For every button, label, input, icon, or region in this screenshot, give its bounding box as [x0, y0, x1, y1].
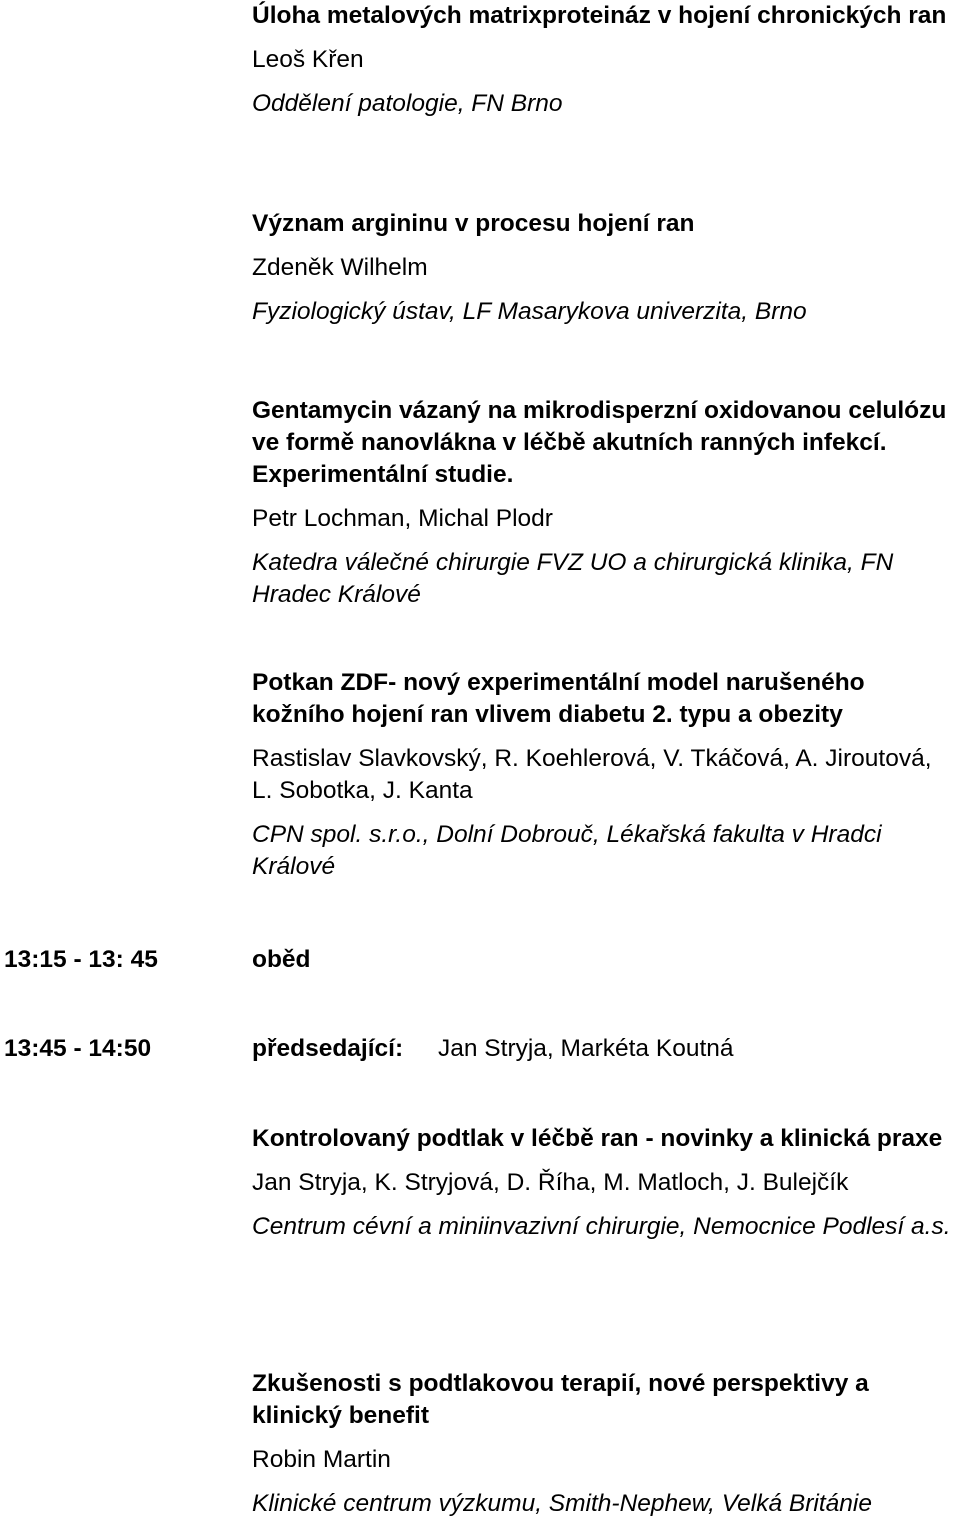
session-item-2	[252, 1368, 958, 1520]
talk-title: Význam argininu v procesu hojení ran	[252, 210, 695, 237]
talk-affiliation: Oddělení patologie, FN Brno	[252, 90, 563, 117]
talk-authors: Petr Lochman, Michal Plodr	[252, 505, 553, 532]
talk-affiliation: Fyziologický ústav, LF Masarykova univerzita, Brno	[252, 298, 807, 325]
talk-title: Potkan ZDF- nový experimentální model narušeného kožního hojení ran vlivem diabetu 2. typu a obezity	[252, 669, 865, 728]
talk-authors: Rastislav Slavkovský, R. Koehlerová, V. Tkáčová, A. Jiroutová, L. Sobotka, J. Kanta	[252, 745, 932, 804]
program-item-4	[252, 667, 958, 883]
talk-affiliation: Centrum cévní a miniinvazivní chirurgie, Nemocnice Podlesí a.s.	[252, 1213, 951, 1240]
talk-authors: Zdeněk Wilhelm	[252, 254, 428, 281]
chair-label: předsedající:	[252, 1035, 404, 1062]
talk-authors: Robin Martin	[252, 1446, 391, 1473]
session-time: 13:45 - 14:50	[4, 1035, 152, 1062]
talk-affiliation: Katedra válečné chirurgie FVZ UO a chirurgická klinika, FN Hradec Králové	[252, 549, 894, 608]
talk-authors: Jan Stryja, K. Stryjová, D. Říha, M. Matloch, J. Bulejčík	[252, 1169, 849, 1196]
chair-names: Jan Stryja, Markéta Koutná	[438, 1035, 734, 1062]
lunch-time: 13:15 - 13: 45	[4, 946, 158, 973]
talk-title: Gentamycin vázaný na mikrodisperzní oxidovanou celulózu ve formě nanovlákna v léčbě akutních ranných infekcí. Experimentální studie.	[252, 397, 947, 488]
talk-title: Úloha metalových matrixproteináz v hojení chronických ran	[252, 2, 947, 29]
session-item-1	[252, 1123, 958, 1243]
talk-affiliation: Klinické centrum výzkumu, Smith-Nephew, Velká Británie	[252, 1490, 873, 1517]
talk-authors: Leoš Křen	[252, 46, 364, 73]
program-item-2	[252, 208, 958, 328]
talk-affiliation: CPN spol. s.r.o., Dolní Dobrouč, Lékařská fakulta v Hradci Králové	[252, 821, 882, 880]
lunch-label: oběd	[252, 946, 311, 973]
talk-title: Kontrolovaný podtlak v léčbě ran - novinky a klinická praxe	[252, 1125, 943, 1152]
program-item-1	[252, 0, 958, 120]
talk-title: Zkušenosti s podtlakovou terapií, nové perspektivy a klinický benefit	[252, 1370, 869, 1429]
program-item-3	[252, 395, 958, 611]
